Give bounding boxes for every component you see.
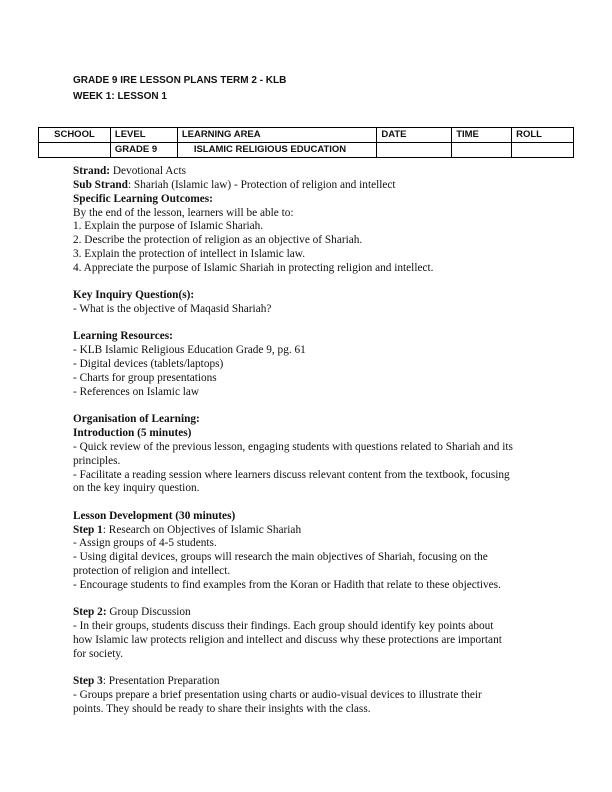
cell-learning-area: ISLAMIC RELIGIOUS EDUCATION bbox=[177, 143, 377, 158]
sub-strand-value: : Shariah (Islamic law) - Protection of religion and intellect bbox=[127, 178, 396, 191]
step1-line: protection of religion and intellect. bbox=[73, 565, 231, 578]
header-learning-area: LEARNING AREA bbox=[177, 128, 377, 143]
outcome-line: 2. Describe the protection of religion as an objective of Shariah. bbox=[73, 234, 363, 247]
strand-value: Devotional Acts bbox=[110, 165, 186, 177]
step2-title: Group Discussion bbox=[106, 606, 191, 619]
step1-title: : Research on Objectives of Islamic Shariah bbox=[102, 523, 302, 536]
introduction-line: principles. bbox=[73, 454, 121, 467]
step3-line: points. They should be ready to share their insights with the class. bbox=[73, 702, 371, 715]
step1-line: - Encourage students to find examples from the Koran or Hadith that relate to these objectives. bbox=[73, 578, 501, 591]
introduction-line: on the key inquiry question. bbox=[73, 482, 200, 495]
cell-roll bbox=[512, 143, 574, 158]
header-date: DATE bbox=[377, 128, 452, 143]
step2-label: Step 2: bbox=[73, 606, 107, 619]
header-level: LEVEL bbox=[110, 128, 177, 143]
lesson-body bbox=[73, 165, 553, 717]
cell-time bbox=[452, 143, 512, 158]
cell-school bbox=[39, 143, 111, 158]
resource-item: - References on Islamic law bbox=[73, 385, 200, 398]
outcome-line: 3. Explain the protection of intellect in Islamic law. bbox=[73, 248, 306, 261]
outcomes-heading bbox=[73, 193, 553, 207]
strand-label: Strand: bbox=[73, 165, 111, 177]
outcome-line: 1. Explain the purpose of Islamic Shariah. bbox=[73, 220, 264, 233]
step3-heading bbox=[73, 675, 553, 689]
step3-title: : Presentation Preparation bbox=[102, 675, 220, 688]
outcome-line: By the end of the lesson, learners will be able to: bbox=[73, 206, 294, 219]
table-row bbox=[39, 143, 574, 158]
resources-heading bbox=[73, 330, 553, 344]
step3-line: - Groups prepare a brief presentation using charts or audio-visual devices to illustrate their bbox=[73, 689, 482, 701]
step2-line: for society. bbox=[73, 647, 124, 660]
development-heading bbox=[73, 510, 553, 524]
introduction-heading-text: Introduction (5 minutes) bbox=[73, 427, 192, 439]
resource-item: - Digital devices (tablets/laptops) bbox=[73, 358, 224, 371]
table-header-row bbox=[39, 128, 574, 143]
organisation-heading bbox=[73, 413, 553, 427]
resource-item: - Charts for group presentations bbox=[73, 371, 217, 384]
week-lesson-heading: WEEK 1: LESSON 1 bbox=[73, 91, 167, 102]
document-title: GRADE 9 IRE LESSON PLANS TERM 2 - KLB bbox=[73, 75, 287, 86]
organisation-heading-text: Organisation of Learning: bbox=[73, 413, 200, 426]
resources-heading-text: Learning Resources: bbox=[73, 330, 173, 343]
step3-label: Step 3 bbox=[73, 675, 103, 688]
inquiry-heading-text: Key Inquiry Question(s): bbox=[73, 289, 195, 302]
resource-item: - KLB Islamic Religious Education Grade 9, pg. 61 bbox=[73, 344, 306, 357]
lesson-info-table bbox=[38, 127, 574, 158]
introduction-heading bbox=[73, 427, 553, 441]
step1-line: - Assign groups of 4-5 students. bbox=[73, 537, 217, 550]
cell-date bbox=[377, 143, 452, 158]
cell-level: GRADE 9 bbox=[110, 143, 177, 158]
header-time: TIME bbox=[452, 128, 512, 143]
introduction-line: - Quick review of the previous lesson, engaging students with questions related to Shariah and its bbox=[73, 440, 513, 453]
step2-heading bbox=[73, 606, 553, 620]
step1-label: Step 1 bbox=[73, 523, 103, 536]
inquiry-line: - What is the objective of Maqasid Shariah? bbox=[73, 303, 272, 316]
strand bbox=[73, 165, 553, 179]
inquiry-heading bbox=[73, 289, 553, 303]
header-school: SCHOOL bbox=[39, 128, 111, 143]
header-roll: ROLL bbox=[512, 128, 574, 143]
step1-heading bbox=[73, 524, 553, 538]
outcome-line: 4. Appreciate the purpose of Islamic Shariah in protecting religion and intellect. bbox=[73, 261, 434, 274]
step1-line: - Using digital devices, groups will research the main objectives of Shariah, focusing on the bbox=[73, 551, 488, 564]
development-heading-text: Lesson Development (30 minutes) bbox=[73, 509, 236, 522]
sub-strand bbox=[73, 179, 553, 193]
step2-line: - In their groups, students discuss their findings. Each group should identify key points about bbox=[73, 620, 494, 633]
sub-strand-label: Sub Strand bbox=[73, 178, 128, 191]
outcomes-heading-text: Specific Learning Outcomes: bbox=[73, 192, 213, 205]
introduction-line: - Facilitate a reading session where learners discuss relevant content from the textbook, focusing bbox=[73, 468, 510, 481]
step2-line: how Islamic law protects religion and intellect and discuss why these protections are important bbox=[73, 633, 502, 646]
